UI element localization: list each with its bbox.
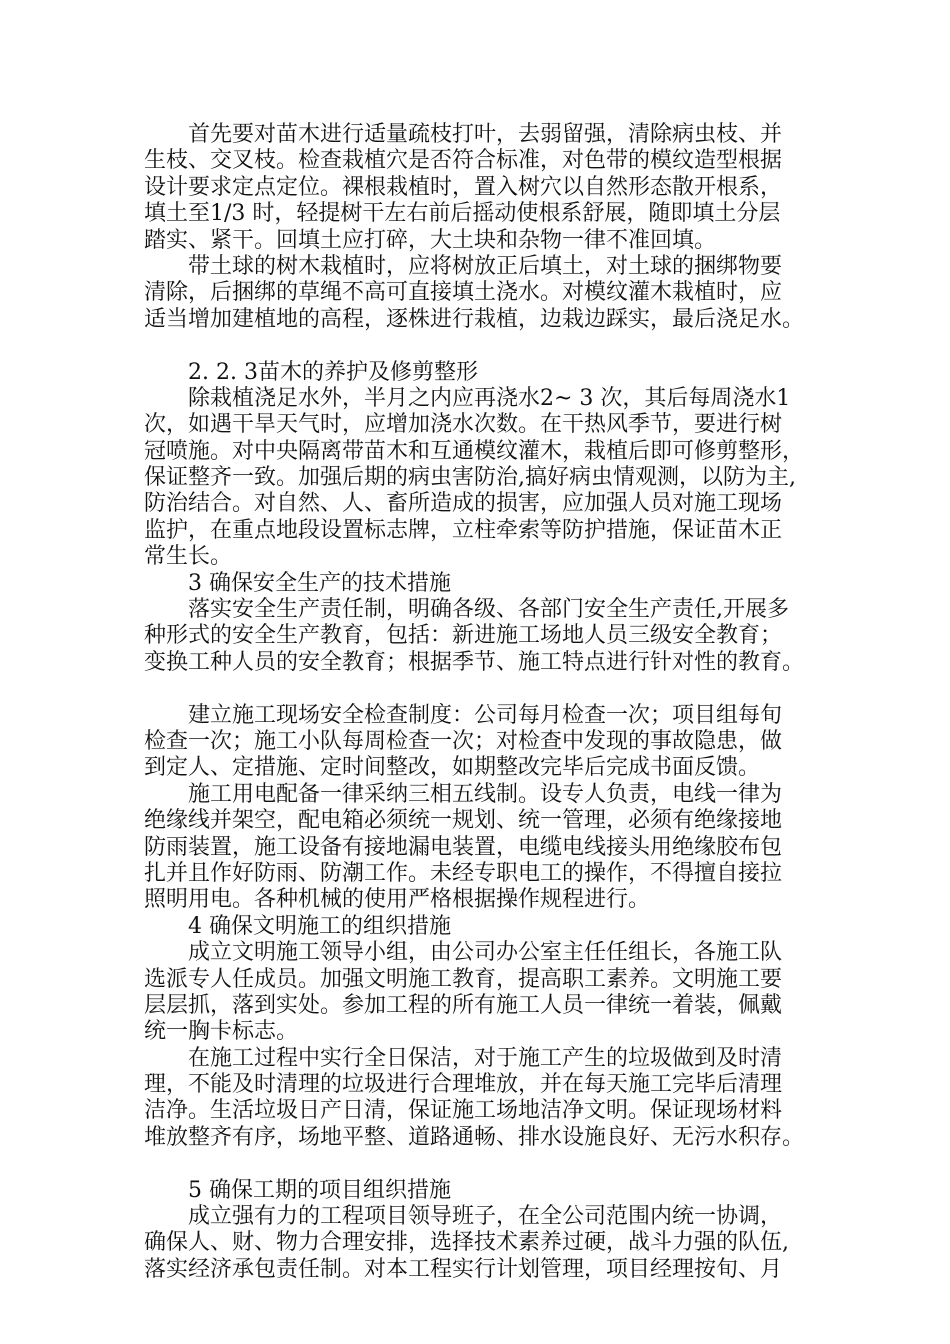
text-line: 选派专人任成员。加强文明施工教育，提高职工素养。文明施工要 xyxy=(144,966,783,992)
text-line: 种形式的安全生产教育，包括：新进施工场地人员三级安全教育； xyxy=(144,623,783,649)
text-line: 适当增加建植地的高程，逐株进行栽植，边栽边踩实，最后浇足水。 xyxy=(144,306,805,332)
text-line: 扎并且作好防雨、防潮工作。未经专职电工的操作，不得擅自接拉 xyxy=(144,860,783,886)
text-line: 次，如遇干旱天气时，应增加浇水次数。在干热风季节，要进行树 xyxy=(144,412,783,438)
text-line: 保证整齐一致。加强后期的病虫害防治,搞好病虫情观测，以防为主, xyxy=(144,465,796,491)
text-line: 成立强有力的工程项目领导班子，在全公司范围内统一协调， xyxy=(144,1204,783,1230)
text-line: 清除，后捆绑的草绳不高可直接填土浇水。对模纹灌木栽植时，应 xyxy=(144,280,783,306)
section-heading: 4 确保文明施工的组织措施 xyxy=(144,913,451,939)
blank-line xyxy=(144,676,814,702)
section-heading: 2. 2. 3苗木的养护及修剪整形 xyxy=(144,359,478,385)
text-line: 理，不能及时清理的垃圾进行合理堆放，并在每天施工完毕后清理 xyxy=(144,1072,783,1098)
text-line: 洁净。生活垃圾日产日清，保证施工场地洁净文明。保证现场材料 xyxy=(144,1098,783,1124)
blank-line xyxy=(144,333,814,359)
text-line: 填土至1/3 时，轻提树干左右前后摇动使根系舒展，随即填土分层 xyxy=(144,201,781,227)
text-line: 统一胸卡标志。 xyxy=(144,1019,299,1045)
text-line: 冠喷施。对中央隔离带苗木和互通模纹灌木，栽植后即可修剪整形， xyxy=(144,438,805,464)
text-line: 检查一次；施工小队每周检查一次；对检查中发现的事故隐患，做 xyxy=(144,728,783,754)
text-line: 踏实、紧干。回填土应打碎，大土块和杂物一律不准回填。 xyxy=(144,227,717,253)
text-line: 成立文明施工领导小组，由公司办公室主任任组长，各施工队 xyxy=(144,940,783,966)
blank-line xyxy=(144,1151,814,1177)
text-line: 变换工种人员的安全教育；根据季节、施工特点进行针对性的教育。 xyxy=(144,649,805,675)
text-line: 确保人、财、物力合理安排，选择技术素养过硬，战斗力强的队伍, xyxy=(144,1230,789,1256)
text-line: 除栽植浇足水外，半月之内应再浇水2~ 3 次，其后每周浇水1 xyxy=(144,385,791,411)
text-line: 落实安全生产责任制，明确各级、各部门安全生产责任,开展多 xyxy=(144,597,789,623)
text-line: 落实经济承包责任制。对本工程实行计划管理，项目经理按旬、月 xyxy=(144,1256,783,1282)
text-line: 带土球的树木栽植时，应将树放正后填土，对土球的捆绑物要 xyxy=(144,253,783,279)
text-line: 生枝、交叉枝。检查栽植穴是否符合标准，对色带的模纹造型根据 xyxy=(144,148,783,174)
text-line: 建立施工现场安全检查制度：公司每月检查一次；项目组每旬 xyxy=(144,702,783,728)
section-heading: 5 确保工期的项目组织措施 xyxy=(144,1177,451,1203)
text-line: 在施工过程中实行全日保洁，对于施工产生的垃圾做到及时清 xyxy=(144,1045,783,1071)
text-line: 到定人、定措施、定时间整改，如期整改完毕后完成书面反馈。 xyxy=(144,755,761,781)
text-line: 常生长。 xyxy=(144,544,233,570)
text-line: 堆放整齐有序，场地平整、道路通畅、排水设施良好、无污水积存。 xyxy=(144,1124,805,1150)
document-body xyxy=(144,122,814,1283)
text-line: 照明用电。各种机械的使用严格根据操作规程进行。 xyxy=(144,887,651,913)
text-line: 监护，在重点地段设置标志牌，立柱牵索等防护措施，保证苗木正 xyxy=(144,517,783,543)
text-line: 施工用电配备一律采纳三相五线制。设专人负责，电线一律为 xyxy=(144,781,783,807)
text-line: 绝缘线并架空，配电箱必须统一规划、统一管理，必须有绝缘接地 xyxy=(144,808,783,834)
text-line: 首先要对苗木进行适量疏枝打叶，去弱留强，清除病虫枝、并 xyxy=(144,122,783,147)
text-line: 防雨装置，施工设备有接地漏电装置，电缆电线接头用绝缘胶布包 xyxy=(144,834,783,860)
text-line: 设计要求定点定位。裸根栽植时，置入树穴以自然形态散开根系， xyxy=(144,174,783,200)
text-line: 防治结合。对自然、人、畜所造成的损害，应加强人员对施工现场 xyxy=(144,491,783,517)
text-line: 层层抓，落到实处。参加工程的所有施工人员一律统一着装，佩戴 xyxy=(144,992,783,1018)
section-heading: 3 确保安全生产的技术措施 xyxy=(144,570,451,596)
